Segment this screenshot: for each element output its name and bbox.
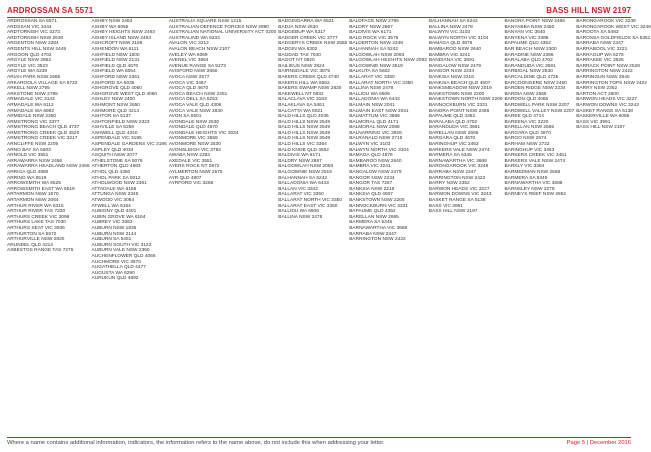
locality-entry: AVOCA QLD 4670 [168,86,209,92]
locality-entry: BANORA POINT NSW 2486 [504,19,565,24]
locality-entry: ASHTONFIELD NSW 2323 [91,119,150,125]
locality-entry: BAIRNSDALE VIC 3875 [278,69,330,75]
locality-entry: ASHFIELD NSW 2131 [91,58,140,64]
locality-entry: BANNOCKBURN VIC 3331 [428,102,488,108]
locality-entry: BALDERTON NSW 2348 [349,41,403,47]
locality-entry: BARNSLEY NSW 2278 [504,186,555,192]
locality-entry: BARBIGAL NSW 2830 [504,69,553,75]
locality-entry: AUSTRALIAN DEFENCE FORCES NSW 2890 [168,24,269,30]
locality-entry: BALLAN VIC 3342 [278,186,318,192]
locality-entry: ARKSTONE NSW 2795 [7,91,58,97]
locality-entry: BARKERS VALE NSW 2474 [428,147,490,153]
locality-entry: ATTUNGA NSW 2345 [91,192,139,198]
locality-entry: AYERS ROCK NT 0872 [168,164,220,170]
locality-entry: BARRABA NSW 2347 [349,231,397,237]
locality-entry: BAROSSA GOLDFIELDS SA 5351 [576,35,651,41]
locality-entry: AUBIN GROVE WA 6164 [91,214,146,220]
locality-entry: BALD KNOB QLD 4552 [278,147,329,153]
locality-entry: BANKSIA NSW 2216 [349,186,395,192]
locality-entry: AUCHENFLOWER QLD 4066 [91,253,156,259]
locality-entry: AVENEL VIC 3664 [168,58,209,64]
locality-entry: BARRAGUP WA 6275 [576,52,624,58]
locality-entry: AXEDALE VIC 3551 [168,158,213,164]
locality-entry: BALMORAL NSW 2088 [349,125,400,131]
locality-entry: BALAKLAVA SA 5461 [278,102,325,108]
locality-entry: AUGUSTA WA 6290 [91,270,135,276]
locality-entry: BARRINGUN NSW 2840 [576,74,630,80]
locality-entry: BASS VIC 3991 [428,203,463,209]
locality-entry: BANGOR NSW 2234 [428,69,475,75]
locality-entry: ASHCROFT NSW 2168 [91,41,143,47]
locality-entry: BAGDAD TAS 7030 [278,52,321,58]
locality-entry: BAMBAROO NSW 2640 [349,158,402,164]
locality-entry: BAPAUME QLD 4352 [428,114,476,120]
locality-entry: BALMAIN EAST NSW 2041 [349,108,409,114]
locality-entry: AVONDALE HEIGHTS VIC 3034 [168,130,239,136]
locality-entry: ARDROSSAN SA 5571 [7,19,57,24]
locality-entry: BARNAWARTHA VIC 3688 [504,181,563,187]
locality-entry: BANKSTOWN NORTH NSW 2200 [428,97,503,103]
locality-entry: BARONGAROOK VIC 3249 [428,164,489,170]
locality-entry: BARADINE NSW 2396 [504,52,554,58]
locality-entry: BALLINA NSW 2478 [349,86,394,92]
locality-entry: ATHOLWOOD NSW 2361 [91,181,147,187]
locality-entry: AVOCA VALE QLD 4306 [168,102,222,108]
locality-entry: BANKSIA QLD 4507 [349,192,393,198]
locality-entry: BASS VIC 3991 [576,119,611,125]
locality-entry: ARTHUR RIVER TAS 7330 [7,209,66,215]
page-number: Page 5 | December 2016 [566,440,631,446]
locality-entry: AUCHMORE VIC 3570 [91,259,141,265]
locality-entry: BALWYN VIC 3103 [428,30,471,36]
footer-note: Where a name contains additional information, indicators, the information refers to the name above, do not include this when addressing your letter. [7,440,385,446]
locality-entry: ARTHURS CREEK VIC 3099 [7,214,70,220]
locality-entry: ASHMORE QLD 4214 [91,108,140,114]
locality-entry: BASS HILL NSW 2197 [428,209,478,215]
locality-entry: BALHANNAH SA 5242 [278,175,328,181]
locality-entry: BALGOWLAH NSW 2093 [278,164,334,170]
locality-entry: AWABA NSW 2283 [168,153,210,159]
locality-entry: ARMSTRONG VIC 3377 [7,119,60,125]
locality-entry: ARMSTRONG CREEK QLD 4520 [7,130,80,136]
locality-entry: ASHFIELD WA 6054 [91,69,136,75]
locality-column [429,19,503,432]
locality-entry: ATWOOD VIC 3064 [91,198,135,203]
locality-entry: BAMAGA QLD 4876 [349,153,393,159]
locality-entry: ARTHURS SEAT VIC 3936 [7,225,65,231]
locality-entry: ATTADALE WA 6156 [91,186,137,192]
locality-entry: ASHFIELD NSW 1800 [91,52,140,58]
locality-entry: BARKERS VALE NSW 2474 [504,158,566,164]
locality-entry: ASPENDALE GARDENS VIC 3195 [91,142,167,148]
locality-entry: ASHENDON WA 6111 [91,46,139,52]
locality-entry: ARKAROOLA VILLAGE SA 5732 [7,80,78,86]
locality-entry: ARDTORNISH VIC 3273 [7,30,60,36]
locality-entry: ARDTORNISH NSW 2630 [7,35,64,41]
locality-entry: BALD HILLS VIC 3364 [278,142,327,148]
locality-entry: BARRABA NSW 2347 [428,170,477,176]
footer-rule [7,437,631,438]
locality-entry: AUGATHELLA QLD 4477 [91,265,146,271]
locality-entry: ARROWSMITH EAST WA 6519 [7,186,75,192]
locality-entry: AUBREY VIC 3393 [91,220,133,226]
locality-entry: ARMADALE VIC 3143 [7,97,55,103]
locality-column [7,19,90,432]
locality-entry: ARTHUR RIVER WA 6315 [7,203,64,209]
locality-entry: BARWON HEADS VIC 3227 [576,97,637,103]
locality-entry: BAREENA VIC 3220 [504,119,549,125]
locality-entry: ARGYLE WA 6239 [7,69,48,75]
locality-entry: AVENUE RANGE SA 5273 [168,63,226,69]
locality-entry: AVISFORD NSW 2850 [168,69,218,75]
locality-entry: BARRINGTON NSW 2422 [428,175,486,181]
locality-entry: ARNOLD VIC 3551 [7,153,49,159]
locality-column [278,19,347,432]
locality-entry: BARWON DOWNS VIC 3243 [428,192,492,198]
locality-entry: ATHERTON QLD 4883 [91,164,141,170]
locality-entry: AUBURN SOUTH VIC 3122 [91,242,152,248]
locality-entry: AUSTRALIAN NATIONAL UNIVERSITY ACT 0200 [168,30,277,36]
locality-entry: ARMADALE WA 6112 [7,102,54,108]
page-header-right: BASS HILL NSW 2197 [546,6,631,15]
locality-entry: ARMSTRONG BEACH QLD 4737 [7,125,80,131]
locality-entry: AVONSLEIGH VIC 3782 [168,147,221,153]
locality-entry: BALWYN NORTH VIC 3104 [349,147,409,153]
locality-entry: ASHGROVE QLD 4060 [91,86,142,92]
locality-entry: BARALABA QLD 4702 [504,58,553,64]
locality-entry: BAKERS HILL WA 6562 [278,80,330,86]
locality-entry: BARMEDMAN NSW 2668 [504,170,561,176]
locality-entry: AVALON BEACH NSW 2107 [168,46,230,52]
locality-entry: BADGINGARRA WA 6521 [278,19,335,24]
locality-entry: BARDWELL VALLEY NSW 2207 [504,108,575,114]
locality-entry: ARGOON QLD 4702 [7,52,52,58]
locality-entry: AUBURN VALE NSW 2360 [91,248,150,254]
locality-entry: BAMBRA VIC 3241 [428,52,471,58]
locality-entry: BADGER CREEK VIC 3777 [278,35,338,41]
locality-entry: BALNARRING VIC 3926 [349,130,402,136]
locality-entry: BARRAKEE VIC 3525 [576,58,624,64]
locality-entry: AUBURN SA 5451 [91,237,132,243]
locality-entry: AVELEY WA 6069 [168,52,208,58]
locality-entry: BARDIA NSW 2565 [504,91,547,97]
page-header-left: ARDROSSAN SA 5571 [7,6,94,15]
locality-entry: BANGALOW NSW 2479 [349,170,402,176]
locality-entry: BAKERS SWAMP NSW 2820 [278,86,342,92]
locality-entry: BANGOR TAS 7267 [349,181,393,187]
locality-entry: BALKUTA SA 5602 [349,69,390,75]
locality-entry: BARNEYS REEF NSW 2852 [504,192,567,198]
locality-entry: AVONMORE VIC 3559 [168,136,218,142]
locality-entry: BARGO NSW 2574 [504,136,547,142]
locality-entry: ASHMONT NSW 2650 [91,102,140,108]
locality-entry: BADGEBUP WA 6317 [278,30,326,36]
locality-column [92,19,167,432]
locality-entry: AVONDALE NSW 2530 [168,119,220,125]
locality-entry: ARGENTS HILL NSW 2449 [7,46,67,52]
locality-entry: BARRABA NSW 2347 [576,41,624,47]
locality-entry: BAGOT NT 0820 [278,58,315,64]
locality-column [576,19,651,432]
locality-entry: BADGERYS CREEK NSW 2555 [278,41,348,47]
locality-entry: BALLIDU WA 6606 [278,209,319,215]
locality-entry: BADGIN WA 6302 [278,46,318,52]
locality-entry: BANYENA VIC 3388 [504,35,549,41]
locality-entry: ASHVILLE SA 5259 [91,125,134,131]
locality-entry: AVOCA NSW 2577 [168,74,210,80]
locality-entry: AVON SA 5501 [168,114,202,120]
locality-entry: BALLARAT VIC 3350 [278,192,324,198]
locality-entry: BANKSIA NSW 2216 [428,74,474,80]
locality-entry: BALDRY NSW 2867 [278,158,322,164]
locality-entry: ARMSTRONG CREEK VIC 3217 [7,136,78,142]
locality-entry: ARROWSMITH WA 6525 [7,181,61,187]
locality-entry: ARRIGA QLD 4880 [7,170,49,176]
locality-entry: BALWYN VIC 3103 [349,142,391,148]
locality-entry: BARMERA SA 5345 [349,220,393,226]
locality-entry: AYRFORD VIC 3268 [168,181,214,187]
locality-entry: AUBIGNY QLD 4401 [91,209,137,215]
locality-entry: ASHLEY NSW 2400 [91,97,135,103]
locality-entry: ARNCLIFFE NSW 2205 [7,142,59,148]
locality-entry: BARGARA QLD 4670 [428,136,476,142]
locality-entry: ARNO BAY SA 5603 [7,147,51,153]
locality-entry: BALGOWNIE NSW 2519 [278,170,332,176]
locality-entry: BALACLAVA VIC 3183 [278,97,327,103]
locality-entry: ATHELSTONE SA 5076 [91,158,143,164]
locality-entry: BALWYN NORTH VIC 3104 [428,35,489,41]
locality-entry: BARWON DOWNS VIC 3243 [576,102,639,108]
locality-entry: ATHOL QLD 4350 [91,170,131,176]
locality-entry: BASKET RANGE SA 5138 [576,108,633,114]
locality-entry: BALLADONIA WA 6443 [278,181,329,187]
locality-entry: ATHOL PARK SA 5012 [91,175,141,181]
locality-entry: BALD HILLS NSW 2549 [278,125,330,131]
locality-entry: ASHBY HEIGHTS NSW 2463 [91,30,155,36]
locality-entry: BARDWELL PARK NSW 2207 [504,102,570,108]
locality-entry: BALDFACE NSW 2795 [349,19,399,24]
locality-entry: ARTHURVILLE NSW 2820 [7,237,65,243]
locality-entry: ASHBY WA 6065 [91,24,129,30]
locality-entry: BAMAGA QLD 4876 [428,41,473,47]
locality-entry: ARRINO WA 6519 [7,175,47,181]
locality-entry: BALD ROCK VIC 3575 [349,35,399,41]
locality-entry: BANGOR NSW 2234 [349,175,395,181]
locality-entry: ARKELL NSW 2795 [7,86,50,92]
locality-entry: BARINGHUP VIC 3463 [428,142,479,148]
locality-entry: BARDEN RIDGE NSW 2234 [504,86,566,92]
locality-entry: BANYAN VIC 3540 [504,30,546,36]
locality-entry: BARANDUDA VIC 3691 [428,125,480,131]
locality-entry: BAREE QLD 4714 [504,114,544,120]
locality-entry: AYLMERTON NSW 2575 [168,170,223,176]
locality-entry: BAILIEUS NSW 2824 [278,63,325,69]
locality-entry: AUSTRALIA SQUARE NSW 1215 [168,19,242,24]
locality-columns [7,19,651,432]
locality-entry: BALGOWNIE NSW 2519 [349,63,403,69]
locality-entry: AUSTRALIND WA 6233 [168,35,220,41]
locality-entry: BASS HILL NSW 2197 [576,125,625,131]
locality-entry: BALD HILLS NSW 2549 [278,119,330,125]
locality-entry: BANKSTOWN NSW 2200 [349,198,405,203]
locality-entry: ARMADALE WA 6992 [7,108,55,114]
locality-entry: ARTARMON NSW 1570 [7,192,59,198]
locality-entry: BAROOTA SA 5483 [576,30,619,36]
locality-entry: BANKSIA BEACH QLD 4507 [428,80,491,86]
locality-entry: BANDIANA VIC 3691 [428,58,475,64]
locality-entry: ARTHURTON SA 5572 [7,231,57,237]
locality-entry: ARIAH PARK NSW 2665 [7,74,61,80]
locality-entry: AYR QLD 4807 [168,175,202,181]
locality-entry: BANYABBA NSW 2460 [504,24,555,30]
locality-entry: AVONDALE QLD 4670 [168,125,218,131]
locality-entry: ATWELL WA 6164 [91,203,131,209]
locality-entry: BALLARAT EAST VIC 3350 [278,203,338,209]
locality-entry: BAMBRA VIC 3241 [349,164,391,170]
locality-entry: BARTON ACT 2600 [576,91,619,97]
locality-entry: BAR BEACH NSW 2300 [504,46,557,52]
locality-entry: ASHFORD NSW 2361 [91,74,140,80]
locality-entry: ASHGROVE WEST QLD 4060 [91,91,158,97]
locality-entry: BALCATTA WA 6021 [278,108,323,114]
locality-entry: ARTARMON NSW 2064 [7,198,59,203]
locality-entry: ASHFORD SA 5035 [91,80,135,86]
locality-entry: AVOCA BEACH NSW 2251 [168,91,228,97]
locality-entry: BARMERA SA 5345 [428,153,472,159]
locality-entry: ARRAWARRA HEADLAND NSW 2456 [7,164,90,170]
locality-entry: BARALABA QLD 4702 [428,119,478,125]
locality-entry: BALMAIN NSW 2041 [349,102,395,108]
locality-entry: BARELLAN NSW 2665 [504,125,555,131]
locality-entry: ARRAWARRA NSW 2456 [7,158,63,164]
locality-entry: BAKEWELL NT 0832 [278,91,324,97]
locality-entry: BARRABOOL VIC 3221 [576,46,628,52]
locality-entry: AUBURN NSW 1835 [91,225,137,231]
locality-entry: AVOCA VIC 3467 [168,80,207,86]
locality-entry: BALD HILLS NSW 2549 [278,136,330,142]
locality-entry: BANKSMEADOW NSW 2019 [428,86,492,92]
locality-entry: ASQUITH NSW 2077 [91,153,138,159]
locality-entry: ASHFIELD QLD 4670 [91,63,139,69]
locality-entry: BANKSTOWN NSW 2200 [428,91,485,97]
locality-entry: BARKERS CREEK VIC 3451 [504,153,567,159]
locality-entry: BALLARAT NORTH VIC 3350 [278,198,342,203]
locality-entry: BALGOWLAH HEIGHTS NSW 2093 [349,58,427,64]
locality-entry: AURUKUN QLD 4892 [91,276,139,282]
locality-entry: ASHBY NSW 2463 [91,19,133,24]
locality-entry: BALLIDU WA 6606 [349,91,390,97]
locality-column [349,19,427,432]
locality-entry: BALDRY NSW 2867 [349,24,393,30]
locality-entry: BARRY NSW 2352 [576,86,618,92]
locality-entry: ASPLEY QLD 4034 [91,147,134,153]
locality-entry: BARONGAROOK WEST VIC 3249 [576,24,651,30]
locality-entry: BARINGHUP VIC 3463 [504,147,555,153]
locality-entry: BARRINGTON TOPS NSW 2422 [576,80,647,86]
locality-entry: BALGOWLAH NSW 2093 [349,52,405,58]
locality-entry: BALLADONIA WA 6443 [349,97,400,103]
locality-entry: AVOCA DELL SA 5253 [168,97,218,103]
locality-entry: ARTHURS LAKE TAS 7030 [7,220,66,226]
locality-entry: BANORA POINT NSW 2486 [428,108,490,114]
locality-entry: BARMERA SA 5345 [504,175,548,181]
locality-entry: AVOCA VALE NSW 2830 [168,108,223,114]
locality-entry: ASBESTOS RANGE TAS 7275 [7,248,74,254]
locality-entry: BALHANNAH SA 5242 [428,19,478,24]
locality-entry: ARDSSAN VIC 3444 [7,24,52,30]
locality-entry: BAKERS CREEK QLD 4740 [278,74,339,80]
locality-entry: BALMATTUM VIC 3666 [349,114,400,120]
locality-entry: BARRY NSW 2352 [428,181,470,187]
locality-entry: ASPENDALE VIC 3195 [91,136,142,142]
header-rule [7,17,631,18]
locality-entry: BALD HILLS NSW 2549 [278,130,330,136]
locality-entry: ARGENTON NSW 2284 [7,41,59,47]
locality-entry: ARGYLE VIC 3523 [7,63,48,69]
locality-entry: ARGYLE NSW 2852 [7,58,51,64]
locality-entry: AVONMORE NSW 2530 [168,142,221,148]
locality-column [169,19,277,432]
locality-entry: BALDIVIS WA 6171 [349,30,392,36]
locality-entry: BARCOONGERE NSW 2450 [504,80,567,86]
locality-entry: BARRINGTON NSW 2422 [349,237,406,243]
locality-entry: BANGALOW NSW 2479 [428,63,482,69]
locality-entry: ARMIDALE NSW 2350 [7,114,57,120]
locality-entry: BARELLAN NSW 2665 [349,214,399,220]
locality-entry: ASHTON SA 5137 [91,114,131,120]
locality-entry: BASKERVILLE WA 6056 [576,114,630,120]
locality-entry: BARRINGTON NSW 2422 [576,69,633,75]
locality-entry: BALRANALD NSW 2715 [349,136,403,142]
locality-column [504,19,574,432]
locality-entry: BAPAUME QLD 4352 [349,209,396,215]
locality-entry: BARNAWARTHA VIC 3688 [349,225,408,231]
locality-entry: BARELLAN NSW 2665 [428,130,479,136]
locality-entry: BARGARA QLD 4670 [504,130,551,136]
locality-entry: ASHBY ISLAND NSW 2463 [91,35,151,41]
locality-entry: BALMORAL QLD 4171 [349,119,399,125]
locality-entry: BADJA NSW 2630 [278,24,318,30]
locality-entry: ARUNDEL QLD 4214 [7,242,53,248]
locality-entry: BARHAM NSW 2732 [504,142,550,148]
locality-entry: ASHWELL QLD 4340 [91,130,138,136]
locality-entry: BARDON QLD 4065 [504,97,549,103]
locality-entry: BARCALDINE QLD 4725 [504,74,559,80]
locality-entry: BALLARAT VIC 3350 [349,74,395,80]
locality-entry: BARRACK POINT NSW 2528 [576,63,640,69]
locality-entry: BALLINA NSW 2478 [428,24,473,30]
locality-entry: BALLARAT NORTH VIC 3350 [349,80,413,86]
locality-entry: BAPAUME QLD 4352 [504,41,551,47]
locality-entry: BALHANNAH SA 5242 [349,46,399,52]
locality-entry: BALLINA NSW 2478 [278,214,323,220]
locality-entry: BARONGAROOK VIC 3249 [576,19,636,24]
locality-entry: BAMBAROO NSW 2640 [428,46,482,52]
locality-entry: BALDIVIS WA 6171 [278,153,321,159]
locality-entry: BALD HILLS QLD 4036 [278,114,329,120]
locality-entry: AVALON VIC 3212 [168,41,209,47]
locality-entry: BARANDUDA VIC 3691 [504,63,556,69]
locality-entry: BANNOCKBURN VIC 3331 [349,203,408,209]
locality-entry: AUBURN NSW 2144 [91,231,137,237]
locality-entry: BASKET RANGE SA 5138 [428,198,486,203]
locality-entry: BARNAWARTHA VIC 3688 [428,158,487,164]
locality-entry: BARWON HEADS VIC 3227 [428,186,490,192]
locality-entry: BARKLY VIC 3384 [504,164,545,170]
